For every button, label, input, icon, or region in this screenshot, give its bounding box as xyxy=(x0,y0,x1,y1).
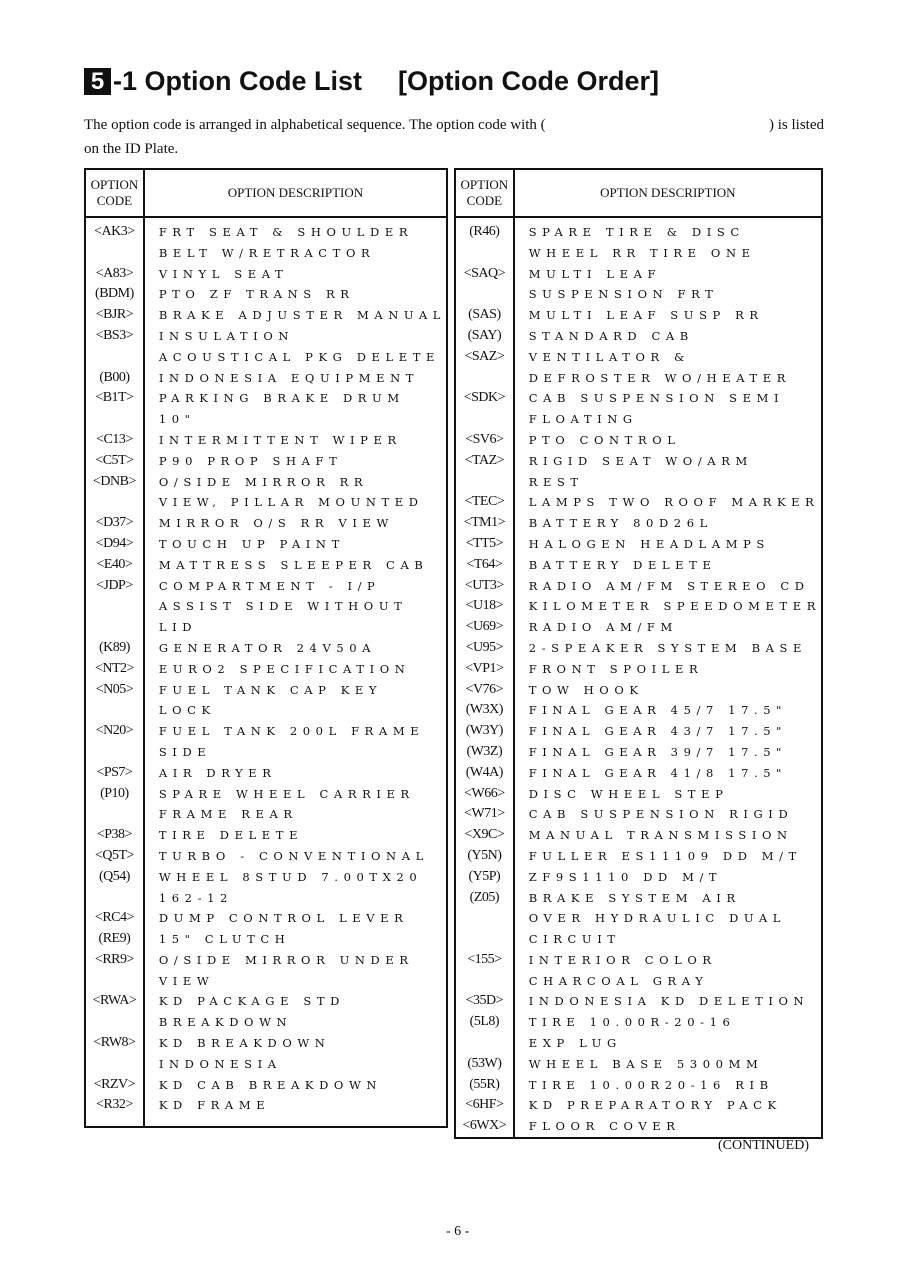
option-code: <SAZ> xyxy=(464,348,505,364)
option-code-blank xyxy=(86,347,143,368)
option-code-blank xyxy=(456,409,513,430)
option-description-line: PTO ZF TRANS RR xyxy=(158,287,355,302)
option-code: (W4A) xyxy=(465,764,503,780)
option-code: <C13> xyxy=(96,431,133,447)
option-code: (B00) xyxy=(99,369,130,385)
option-code: (RE9) xyxy=(98,931,131,947)
option-description-line: DUMP CONTROL LEVER xyxy=(158,911,409,926)
option-description-line: LAMPS TWO ROOF MARKER xyxy=(528,495,820,510)
option-code-blank xyxy=(86,971,143,992)
option-description-line: PTO CONTROL xyxy=(528,432,681,447)
option-code: <W66> xyxy=(464,785,505,801)
option-code-blank xyxy=(456,929,513,950)
option-description-line: WHEEL RR TIRE ONE xyxy=(528,245,756,260)
option-description-line: MIRROR O/S RR VIEW xyxy=(158,516,394,531)
option-code: <X9C> xyxy=(464,827,505,843)
header-option-description: OPTION DESCRIPTION xyxy=(514,169,822,217)
intro-line-1-end: ) is listed xyxy=(769,117,824,133)
option-code: <D37> xyxy=(95,515,134,531)
option-code: <B1T> xyxy=(95,390,134,406)
option-description-line: KD PACKAGE STD xyxy=(158,994,345,1009)
option-code-blank xyxy=(86,243,143,264)
option-code: (R46) xyxy=(469,224,500,239)
option-table-left xyxy=(84,168,448,1128)
option-description-line: RADIO AM/FM xyxy=(528,620,678,635)
option-code: <RC4> xyxy=(94,910,134,926)
option-description-line: TIRE 10.00R-20-16 xyxy=(528,1015,736,1030)
option-code-blank xyxy=(456,243,513,264)
option-code: <U69> xyxy=(465,619,504,635)
option-code: <C5T> xyxy=(95,452,134,468)
option-code: <SV6> xyxy=(465,431,504,447)
option-description-line: 10" xyxy=(158,412,196,427)
option-description-line: BRAKE SYSTEM AIR xyxy=(528,890,741,905)
option-description-line: FINAL GEAR 45/7 17.5" xyxy=(528,703,788,718)
option-code: <RW8> xyxy=(93,1035,136,1051)
option-description-line: INTERMITTENT WIPER xyxy=(158,432,402,447)
intro-paragraph xyxy=(84,113,824,161)
option-description-line: VENTILATOR & xyxy=(528,349,690,364)
option-code: (5L8) xyxy=(469,1014,500,1030)
option-description-line: LID xyxy=(158,620,198,635)
option-description-line: ACOUSTICAL PKG DELETE xyxy=(158,349,441,364)
option-code: <35D> xyxy=(465,993,504,1009)
header-option-code: OPTION CODE xyxy=(455,169,514,217)
option-code: <W71> xyxy=(464,806,505,822)
option-code-blank xyxy=(86,492,143,513)
option-description-line: KD PREPARATORY PACK xyxy=(528,1098,782,1113)
option-description-line: 2-SPEAKER SYSTEM BASE xyxy=(528,640,807,655)
option-description-line: BATTERY 80D26L xyxy=(528,516,713,531)
option-code: <6HF> xyxy=(465,1097,504,1113)
option-code-blank xyxy=(86,596,143,617)
option-description-line: DEFROSTER WO/HEATER xyxy=(528,370,791,385)
option-code: <V76> xyxy=(465,681,504,697)
option-code-blank xyxy=(86,617,143,638)
option-code: <BJR> xyxy=(95,307,134,323)
option-description-line: KD FRAME xyxy=(158,1098,271,1113)
option-description-line: FUEL TANK 200L FRAME xyxy=(158,724,425,739)
option-description-line: HALOGEN HEADLAMPS xyxy=(528,536,770,551)
option-description-line: AIR DRYER xyxy=(158,765,277,780)
option-code: <RR9> xyxy=(94,951,134,967)
option-description-line: INDONESIA EQUIPMENT xyxy=(158,370,420,385)
option-code: <6WX> xyxy=(462,1118,507,1134)
option-code: <TAZ> xyxy=(464,452,505,468)
option-description-line: GENERATOR 24V50A xyxy=(158,640,377,655)
option-description-line: FRAME REAR xyxy=(158,807,298,822)
option-description-line: KILOMETER SPEEDOMETER xyxy=(528,599,821,614)
option-description-line: BATTERY DELETE xyxy=(528,557,717,572)
option-code: <TEC> xyxy=(464,494,505,510)
option-code: (Q54) xyxy=(98,868,130,884)
option-description-line: O/SIDE MIRROR UNDER xyxy=(158,952,414,967)
option-description-line: OVER HYDRAULIC DUAL xyxy=(528,911,786,926)
option-description-line: INDONESIA xyxy=(158,1056,282,1071)
option-description-line: FUEL TANK CAP KEY xyxy=(158,682,383,697)
option-code: <BS3> xyxy=(95,327,134,343)
section-title: -1 Option Code List xyxy=(113,66,362,96)
option-description-line: ZF9S1110 DD M/T xyxy=(528,869,723,884)
option-code-blank xyxy=(86,409,143,430)
option-table-right xyxy=(454,168,823,1139)
option-code: (Y5P) xyxy=(468,868,501,884)
option-code-blank xyxy=(456,368,513,389)
option-code: <DNB> xyxy=(92,473,136,489)
option-code: <PS7> xyxy=(96,764,133,780)
option-description-line: COMPARTMENT - I/P xyxy=(158,578,381,593)
option-description-line: REST xyxy=(528,474,584,489)
option-code: <R32> xyxy=(96,1097,133,1113)
option-description-line: VINYL SEAT xyxy=(158,266,289,281)
option-code: <TT5> xyxy=(465,535,504,551)
section-badge: 5 xyxy=(84,68,111,95)
option-description-line: TURBO - CONVENTIONAL xyxy=(158,848,429,863)
option-code: <VP1> xyxy=(465,660,504,676)
option-code-blank xyxy=(86,742,143,763)
option-code: <NT2> xyxy=(94,660,134,676)
option-description-line: CHARCOAL GRAY xyxy=(528,973,709,988)
option-code: <SDK> xyxy=(463,390,505,406)
option-code: <U18> xyxy=(465,598,504,614)
option-description-line: CAB SUSPENSION SEMI xyxy=(528,391,785,406)
option-code: <Q5T> xyxy=(94,847,134,863)
option-description-line: SIDE xyxy=(158,744,212,759)
option-code: (W3Y) xyxy=(465,723,503,739)
option-code: (Y5N) xyxy=(467,847,502,863)
option-code: <TM1> xyxy=(463,515,505,531)
option-code: (53W) xyxy=(467,1055,502,1071)
option-description-line: 15" CLUTCH xyxy=(158,932,291,947)
intro-line-1: The option code is arranged in alphabetical sequence. The option code with ( xyxy=(84,117,546,133)
option-description-line: FINAL GEAR 43/7 17.5" xyxy=(528,724,788,739)
page-title xyxy=(84,66,659,97)
intro-line-2: on the ID Plate. xyxy=(84,141,179,157)
option-description-line: SPARE TIRE & DISC xyxy=(528,225,745,239)
option-description-line: KD CAB BREAKDOWN xyxy=(158,1077,383,1092)
option-description-line: KD BREAKDOWN xyxy=(158,1036,331,1051)
option-code: (W3Z) xyxy=(466,743,503,759)
option-code: (BDM) xyxy=(95,286,134,302)
option-description-line: WHEEL BASE 5300MM xyxy=(528,1056,764,1071)
option-description-line: INTERIOR COLOR xyxy=(528,952,717,967)
option-code: <N20> xyxy=(95,723,134,739)
header-option-description: OPTION DESCRIPTION xyxy=(144,169,447,217)
option-code: (55R) xyxy=(469,1076,500,1092)
option-description-line: FRT SEAT & SHOULDER xyxy=(158,225,414,239)
option-description-line: CIRCUIT xyxy=(528,932,621,947)
option-description-line: O/SIDE MIRROR RR xyxy=(158,474,369,489)
option-description-line: CAB SUSPENSION RIGID xyxy=(528,807,794,822)
option-code: <AK3> xyxy=(94,224,135,239)
option-description-line: FRONT SPOILER xyxy=(528,661,704,676)
option-description-line: TIRE DELETE xyxy=(158,828,304,843)
option-code: (SAY) xyxy=(467,327,502,343)
code-column xyxy=(85,217,144,1127)
option-code-blank xyxy=(456,1033,513,1054)
option-code: <U95> xyxy=(465,639,504,655)
option-description-line: FINAL GEAR 39/7 17.5" xyxy=(528,744,788,759)
option-code: (SAS) xyxy=(468,307,501,323)
option-description-line: MULTI LEAF SUSP RR xyxy=(528,308,764,323)
option-code: (Z05) xyxy=(469,889,500,905)
option-description-line: TOW HOOK xyxy=(528,682,644,697)
option-description-line: ASSIST SIDE WITHOUT xyxy=(158,599,408,614)
option-description-line: MULTI LEAF xyxy=(528,266,662,281)
option-code: <A83> xyxy=(95,265,134,281)
option-description-line: FINAL GEAR 41/8 17.5" xyxy=(528,765,788,780)
continued-note: (CONTINUED) xyxy=(718,1138,809,1153)
option-description-line: 162-12 xyxy=(158,890,233,905)
option-code-blank xyxy=(86,888,143,909)
option-code: <RZV> xyxy=(93,1076,136,1092)
option-description-line: TIRE 10.00R20-16 RIB xyxy=(528,1077,774,1092)
option-code: (W3X) xyxy=(465,702,503,718)
code-column xyxy=(455,217,514,1138)
option-code-blank xyxy=(86,700,143,721)
option-description-line: BREAKDOWN xyxy=(158,1015,293,1030)
option-code: <N05> xyxy=(95,681,134,697)
option-code-blank xyxy=(86,804,143,825)
option-description-line: BELT W/RETRACTOR xyxy=(158,245,376,260)
option-description-line: RIGID SEAT WO/ARM xyxy=(528,453,753,468)
option-code: <T64> xyxy=(466,556,503,572)
option-code-blank xyxy=(456,284,513,305)
option-description-line: FULLER ES11109 DD M/T xyxy=(528,848,802,863)
option-description-line: RADIO AM/FM STEREO CD xyxy=(528,578,810,593)
option-description-line: INSULATION xyxy=(158,328,295,343)
option-code-blank xyxy=(456,908,513,929)
option-description-line: LOCK xyxy=(158,703,216,718)
option-code: (K89) xyxy=(98,639,130,655)
option-code: <P38> xyxy=(96,827,132,843)
description-column xyxy=(144,217,447,1127)
option-description-line: EXP LUG xyxy=(528,1036,622,1051)
option-code: <UT3> xyxy=(464,577,504,593)
option-code-blank xyxy=(456,971,513,992)
option-code: <155> xyxy=(467,951,502,967)
option-description-line: SPARE WHEEL CARRIER xyxy=(158,786,415,801)
option-description-line: TOUCH UP PAINT xyxy=(158,536,345,551)
option-code: <D94> xyxy=(95,535,134,551)
option-description-line: PARKING BRAKE DRUM xyxy=(158,391,405,406)
page-number: - 6 - xyxy=(446,1224,470,1239)
option-code: <JDP> xyxy=(96,577,133,593)
header-option-code: OPTION CODE xyxy=(85,169,144,217)
option-description-line: VIEW xyxy=(158,973,215,988)
option-description-line: EURO2 SPECIFICATION xyxy=(158,661,411,676)
option-code-blank xyxy=(86,1054,143,1075)
option-code: <RWA> xyxy=(92,993,137,1009)
option-code: (P10) xyxy=(100,785,129,801)
option-description-line: WHEEL 8STUD 7.00TX20 xyxy=(158,869,423,884)
option-description-line: P90 PROP SHAFT xyxy=(158,453,343,468)
option-description-line: INDONESIA KD DELETION xyxy=(528,994,810,1009)
option-code: <SAQ> xyxy=(463,265,505,281)
option-description-line: MATTRESS SLEEPER CAB xyxy=(158,557,429,572)
option-code-blank xyxy=(456,472,513,493)
option-description-line: SUSPENSION FRT xyxy=(528,287,719,302)
option-description-line: STANDARD CAB xyxy=(528,328,694,343)
option-description-line: BRAKE ADJUSTER MANUAL xyxy=(158,308,446,323)
option-description-line: VIEW, PILLAR MOUNTED xyxy=(158,495,424,510)
option-description-line: DISC WHEEL STEP xyxy=(528,786,729,801)
option-code: <E40> xyxy=(96,556,133,572)
section-subtitle: [Option Code Order] xyxy=(398,66,659,96)
option-description-line: FLOATING xyxy=(528,412,638,427)
option-code-blank xyxy=(86,1012,143,1033)
option-description-line: FLOOR COVER xyxy=(528,1119,681,1134)
option-description-line: MANUAL TRANSMISSION xyxy=(528,828,793,843)
description-column xyxy=(514,217,822,1138)
